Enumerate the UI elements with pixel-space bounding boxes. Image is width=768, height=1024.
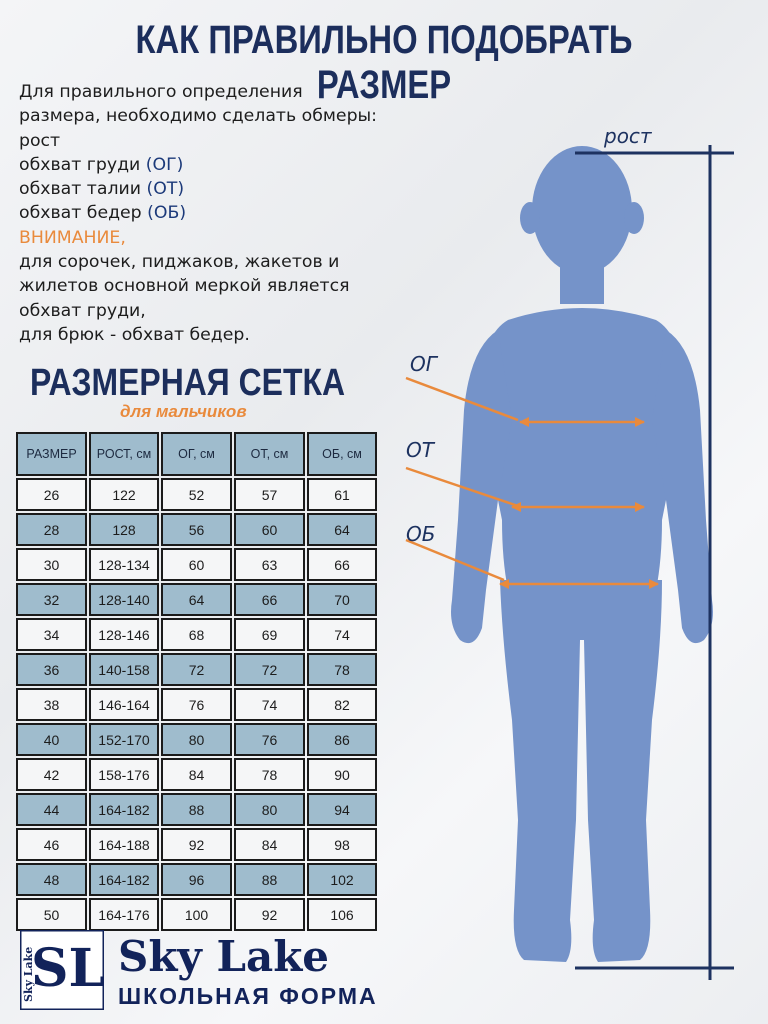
measure-hip-abbr: (ОБ) xyxy=(147,203,187,224)
cell-height: 140-158 xyxy=(89,653,159,686)
table-row xyxy=(16,653,377,686)
table-row xyxy=(16,758,377,791)
cell-waist: 72 xyxy=(234,653,305,686)
table-row xyxy=(16,583,377,616)
cell-height: 164-182 xyxy=(89,793,159,826)
size-table xyxy=(14,430,379,933)
cell-hip: 78 xyxy=(307,653,377,686)
header-chest: ОГ, см xyxy=(161,432,232,476)
cell-size: 30 xyxy=(16,548,87,581)
cell-waist: 57 xyxy=(234,478,305,511)
header-height: РОСТ, см xyxy=(89,432,159,476)
cell-height: 128-134 xyxy=(89,548,159,581)
cell-size: 28 xyxy=(16,513,87,546)
cell-size: 36 xyxy=(16,653,87,686)
cell-size: 42 xyxy=(16,758,87,791)
cell-height: 122 xyxy=(89,478,159,511)
measure-hip-text: обхват бедер xyxy=(19,203,148,224)
cell-chest: 64 xyxy=(161,583,232,616)
cell-chest: 84 xyxy=(161,758,232,791)
logo-mark xyxy=(20,930,104,1010)
measure-height: рост xyxy=(19,130,61,151)
header-size: РАЗМЕР xyxy=(16,432,87,476)
cell-hip: 70 xyxy=(307,583,377,616)
cell-height: 158-176 xyxy=(89,758,159,791)
cell-chest: 80 xyxy=(161,723,232,756)
cell-hip: 82 xyxy=(307,688,377,721)
cell-waist: 76 xyxy=(234,723,305,756)
cell-hip: 86 xyxy=(307,723,377,756)
size-grid-title: РАЗМЕРНАЯ СЕТКА xyxy=(30,362,345,404)
cell-size: 34 xyxy=(16,618,87,651)
header-waist: ОТ, см xyxy=(234,432,305,476)
cell-waist: 88 xyxy=(234,863,305,896)
cell-waist: 60 xyxy=(234,513,305,546)
brand-logo xyxy=(20,930,104,1010)
intro-line-2: размера, необходимо сделать обмеры: xyxy=(19,106,378,127)
body-silhouette xyxy=(400,120,768,1000)
cell-size: 26 xyxy=(16,478,87,511)
cell-hip: 74 xyxy=(307,618,377,651)
brand-name: Sky Lake xyxy=(118,932,330,981)
cell-height: 128-140 xyxy=(89,583,159,616)
measure-chest-text: обхват груди xyxy=(19,154,146,175)
table-row xyxy=(16,513,377,546)
cell-size: 32 xyxy=(16,583,87,616)
page-title: КАК ПРАВИЛЬНО ПОДОБРАТЬ РАЗМЕР xyxy=(135,18,633,107)
cell-height: 146-164 xyxy=(89,688,159,721)
cell-size: 50 xyxy=(16,898,87,931)
body-figure xyxy=(400,120,768,1000)
cell-chest: 68 xyxy=(161,618,232,651)
measure-chest-abbr: (ОГ) xyxy=(145,154,184,175)
cell-hip: 106 xyxy=(307,898,377,931)
measure-waist-text: обхват талии xyxy=(19,179,147,200)
cell-chest: 52 xyxy=(161,478,232,511)
cell-hip: 66 xyxy=(307,548,377,581)
note-line-1: для сорочек, пиджаков, жакетов и xyxy=(19,252,340,273)
cell-hip: 102 xyxy=(307,863,377,896)
table-row xyxy=(16,863,377,896)
table-row xyxy=(16,828,377,861)
child-body-shape xyxy=(451,146,713,962)
table-header-row xyxy=(16,432,377,476)
table-row xyxy=(16,478,377,511)
table-row xyxy=(16,548,377,581)
table-row xyxy=(16,793,377,826)
cell-waist: 63 xyxy=(234,548,305,581)
hip-label: ОБ xyxy=(406,522,436,546)
cell-waist: 69 xyxy=(234,618,305,651)
measure-waist xyxy=(19,177,419,201)
cell-chest: 100 xyxy=(161,898,232,931)
waist-label: ОТ xyxy=(406,438,434,462)
cell-hip: 98 xyxy=(307,828,377,861)
cell-chest: 92 xyxy=(161,828,232,861)
cell-waist: 66 xyxy=(234,583,305,616)
cell-size: 38 xyxy=(16,688,87,721)
table-row xyxy=(16,618,377,651)
cell-size: 44 xyxy=(16,793,87,826)
measure-hip xyxy=(19,201,419,225)
cell-waist: 78 xyxy=(234,758,305,791)
cell-size: 40 xyxy=(16,723,87,756)
cell-chest: 72 xyxy=(161,653,232,686)
measure-chest xyxy=(19,153,419,177)
cell-hip: 94 xyxy=(307,793,377,826)
instructions xyxy=(19,80,419,347)
cell-size: 48 xyxy=(16,863,87,896)
note-line-3: обхват груди, xyxy=(19,300,146,321)
intro-line-1: Для правильного определения xyxy=(19,82,303,102)
cell-height: 164-188 xyxy=(89,828,159,861)
cell-waist: 92 xyxy=(234,898,305,931)
note-line-2: жилетов основной меркой является xyxy=(19,276,350,297)
logo-vertical-text: Sky Lake xyxy=(22,946,35,1002)
cell-waist: 80 xyxy=(234,793,305,826)
table-row xyxy=(16,723,377,756)
logo-letters: SL xyxy=(30,938,104,999)
height-label: рост xyxy=(604,124,652,148)
cell-height: 128 xyxy=(89,513,159,546)
note-line-4: для брюк - обхват бедер. xyxy=(19,324,250,345)
cell-height: 152-170 xyxy=(89,723,159,756)
table-row xyxy=(16,688,377,721)
cell-chest: 88 xyxy=(161,793,232,826)
cell-height: 164-182 xyxy=(89,863,159,896)
cell-hip: 90 xyxy=(307,758,377,791)
cell-height: 128-146 xyxy=(89,618,159,651)
cell-chest: 60 xyxy=(161,548,232,581)
cell-hip: 64 xyxy=(307,513,377,546)
header-hip: ОБ, см xyxy=(307,432,377,476)
chest-label: ОГ xyxy=(410,352,437,376)
cell-waist: 84 xyxy=(234,828,305,861)
cell-size: 46 xyxy=(16,828,87,861)
cell-hip: 61 xyxy=(307,478,377,511)
table-row xyxy=(16,898,377,931)
cell-chest: 76 xyxy=(161,688,232,721)
brand-tagline: ШКОЛЬНАЯ ФОРМА xyxy=(118,983,378,1009)
measure-waist-abbr: (ОТ) xyxy=(146,179,185,200)
cell-height: 164-176 xyxy=(89,898,159,931)
cell-chest: 56 xyxy=(161,513,232,546)
size-grid-subtitle: для мальчиков xyxy=(120,402,247,421)
cell-waist: 74 xyxy=(234,688,305,721)
warning-heading: ВНИМАНИЕ, xyxy=(19,227,126,248)
cell-chest: 96 xyxy=(161,863,232,896)
